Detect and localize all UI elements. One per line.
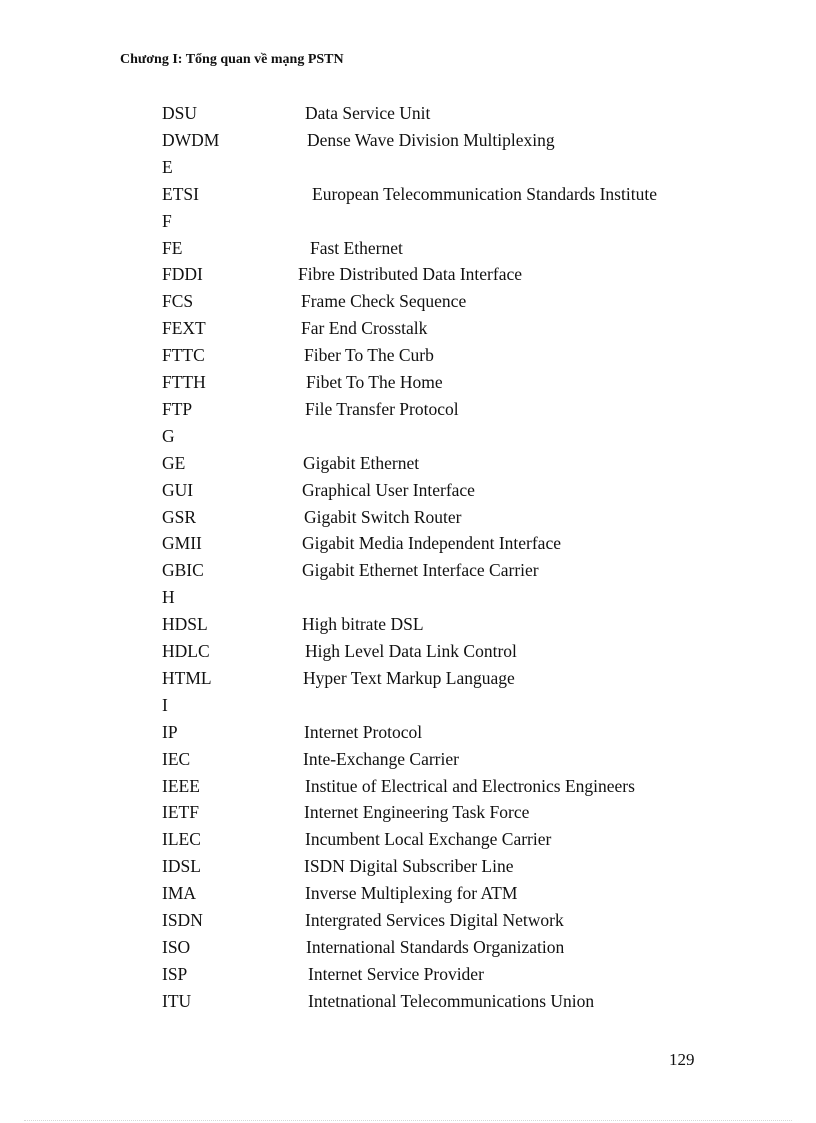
glossary-term: DWDM: [162, 129, 220, 150]
glossary-definition: Fiber To The Curb: [304, 345, 434, 366]
glossary-entry: [0, 315, 816, 342]
chapter-header: Chương I: Tổng quan về mạng PSTN: [120, 52, 344, 67]
glossary-definition: International Standards Organization: [306, 936, 565, 957]
glossary-term: FTTC: [162, 345, 205, 366]
glossary-term: FDDI: [162, 264, 203, 285]
glossary-term: GSR: [162, 506, 197, 527]
glossary-entry: [0, 235, 816, 262]
glossary-definition: Fibet To The Home: [306, 372, 443, 392]
glossary-definition: High bitrate DSL: [302, 614, 424, 635]
glossary-definition: Institue of Electrical and Electronics Engineers: [305, 775, 635, 796]
glossary-definition: Intetnational Telecommunications Union: [308, 990, 595, 1011]
page-bottom-rule: [24, 1120, 792, 1121]
glossary-term: IETF: [162, 802, 199, 823]
glossary-term: FTP: [162, 398, 193, 419]
glossary-definition: Frame Check Sequence: [301, 291, 467, 312]
glossary-term: FTTH: [162, 372, 206, 392]
glossary-definition: Hyper Text Markup Language: [303, 667, 515, 688]
glossary-term: E: [162, 156, 173, 177]
glossary-definition: Internet Protocol: [304, 721, 423, 742]
glossary-definition: Gigabit Media Independent Interface: [302, 533, 561, 554]
glossary-definition: Gigabit Switch Router: [304, 506, 462, 527]
glossary-term: FEXT: [162, 318, 206, 339]
glossary-entry: [0, 261, 816, 288]
glossary-definition: Fibre Distributed Data Interface: [298, 264, 523, 285]
glossary-term: HDSL: [162, 614, 208, 635]
glossary-term: IEEE: [162, 775, 200, 796]
glossary-entry: [0, 826, 816, 853]
glossary-term: ILEC: [162, 829, 201, 850]
glossary-entry: [0, 450, 816, 477]
glossary-entry: [0, 530, 816, 557]
glossary-term: IP: [162, 721, 178, 742]
glossary-entry: [0, 369, 816, 396]
glossary-entry: [0, 288, 816, 315]
glossary-term: IEC: [162, 748, 191, 769]
glossary-definition: Internet Service Provider: [308, 963, 484, 984]
glossary-entry: [0, 181, 816, 208]
glossary-entry: [0, 934, 816, 961]
glossary-entry: [0, 665, 816, 692]
glossary-term: GBIC: [162, 560, 204, 581]
glossary-term: GUI: [162, 479, 194, 500]
glossary-definition: Gigabit Ethernet Interface Carrier: [302, 560, 539, 581]
glossary-term: ISP: [162, 963, 188, 984]
glossary-definition: Inte-Exchange Carrier: [303, 748, 459, 769]
glossary-entry: [0, 773, 816, 800]
glossary-entry: [0, 746, 816, 773]
glossary-entry: [0, 880, 816, 907]
glossary-definition: Gigabit Ethernet: [303, 452, 420, 473]
glossary-term: H: [162, 587, 175, 608]
glossary-definition: File Transfer Protocol: [305, 398, 459, 419]
glossary-entry: [0, 127, 816, 154]
glossary-term: FCS: [162, 291, 194, 312]
glossary-term: ISDN: [162, 910, 203, 930]
glossary-entry: [0, 988, 816, 1015]
glossary-entry: [0, 611, 816, 638]
glossary-term: GE: [162, 452, 186, 473]
glossary-definition: Data Service Unit: [305, 103, 431, 123]
glossary-entry: [0, 799, 816, 826]
glossary-entry: [0, 961, 816, 988]
glossary-definition: ISDN Digital Subscriber Line: [304, 856, 514, 877]
glossary-entry: [0, 907, 816, 934]
glossary-definition: Graphical User Interface: [302, 479, 475, 500]
glossary-entry: [0, 692, 816, 719]
glossary-entry: [0, 557, 816, 584]
glossary-term: ISO: [162, 936, 191, 957]
glossary-entry: [0, 208, 816, 235]
glossary-entry: [0, 477, 816, 504]
glossary-definition: Inverse Multiplexing for ATM: [305, 883, 518, 904]
glossary-term: ETSI: [162, 183, 199, 204]
glossary-definition: Intergrated Services Digital Network: [305, 910, 564, 930]
glossary-entry: [0, 504, 816, 531]
glossary-entry: [0, 342, 816, 369]
glossary-term: IMA: [162, 883, 197, 904]
glossary-definition: Fast Ethernet: [310, 237, 403, 258]
glossary-term: FE: [162, 237, 183, 258]
glossary-definition: European Telecommunication Standards Institute: [312, 183, 657, 204]
glossary-entry: [0, 100, 816, 127]
page-number: 129: [669, 1050, 695, 1069]
glossary-entry: [0, 584, 816, 611]
glossary-entry: [0, 396, 816, 423]
glossary-term: HTML: [162, 667, 212, 688]
glossary-term: F: [162, 210, 172, 231]
glossary-definition: Internet Engineering Task Force: [304, 802, 530, 823]
glossary-definition: Incumbent Local Exchange Carrier: [305, 829, 552, 850]
glossary-entry: [0, 423, 816, 450]
glossary-term: IDSL: [162, 856, 201, 877]
glossary-term: G: [162, 425, 175, 446]
glossary-entry: [0, 719, 816, 746]
glossary-entry: [0, 638, 816, 665]
glossary-definition: High Level Data Link Control: [305, 641, 517, 661]
glossary-term: DSU: [162, 103, 198, 123]
glossary-definition: Dense Wave Division Multiplexing: [307, 129, 555, 150]
glossary-term: GMII: [162, 533, 202, 554]
glossary-entry: [0, 154, 816, 181]
glossary-term: HDLC: [162, 641, 210, 661]
glossary-entry: [0, 853, 816, 880]
glossary-term: I: [162, 694, 168, 715]
glossary-definition: Far End Crosstalk: [301, 318, 428, 339]
glossary-term: ITU: [162, 990, 192, 1011]
